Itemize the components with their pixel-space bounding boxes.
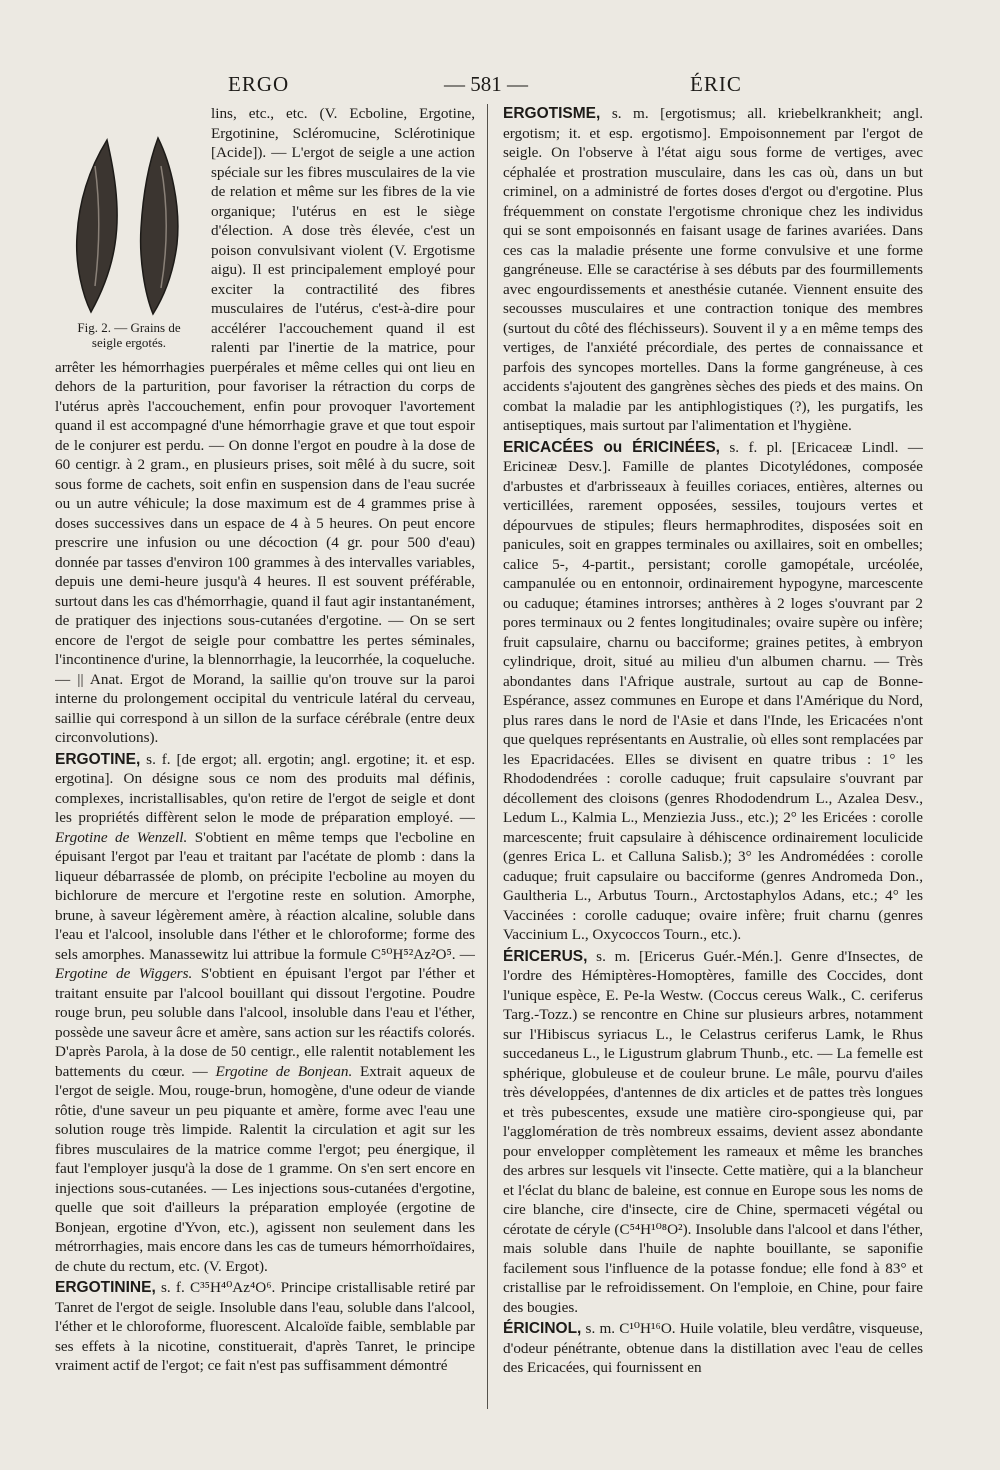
header-right-word: ÉRIC bbox=[690, 72, 742, 96]
entry-ergotisme bbox=[503, 104, 923, 436]
column-divider bbox=[487, 104, 488, 1409]
figure-caption bbox=[55, 320, 203, 350]
ergotine-text-part2: S'obtient en même temps que l'ecboline en épuisant l'ergot par l'eau et traitant par l'acétate de plomb : dans la liqueur débarrassée de plomb, on précipite l'ecboline au moyen du bichlorure de mercure et l'ergotine reste en solution. Amorphe, brune, à saveur légèrement amère, à réaction alcaline, soluble dans l'eau et l'alcool, insoluble dans l'éther et le chloroforme; forme des sels amorphes. Manassewitz lui attribue la formule C⁵⁰H⁵²Az²O⁵. — bbox=[55, 828, 475, 963]
entry-ergotinine bbox=[55, 1278, 475, 1376]
ergot-grain-right bbox=[141, 138, 178, 314]
ergot-entry-continuation: lins, etc., etc. (V. Ecboline, Ergotine, Ergotinine, Scléromucine, Sclérotinique [Acide]). — L'ergot de seigle a une action spéciale sur les fibres musculaires de la vie de relation et même sur les fibres de la vie organique; l'utérus en est le siège d'élection. A dose très élevée, c'est un poison convulsivant violent (V. Ergotisme aigu). Il est principalement employé pour exciter la contractilité des fibres musculaires de l'utérus, c'est-à-dire pour accélérer l'accouchement quand il est ralenti par l'inertie de la matrice, pour arrêter les hémorrhagies puerpérales et même celles qui ont lieu en dehors de la parturition, pour favoriser la rétraction du corps de l'utérus après l'accouchement, enfin pour provoquer l'avortement quand il est accompagné d'une hémorrhagie grave et que tout espoir de le conjurer est perdu. — On donne l'ergot en poudre à la dose de 60 centigr. à 2 gram., en plusieurs prises, soit mêlé à du sucre, soit sous forme de cachets, soit enfin en suspension dans de l'eau sucrée ou un autre véhicule; la dose maximum est de 4 grammes prise à doses successives dans un espace de 4 à 5 heures. On peut encore prescrire une infusion ou une décoction (4 gr. pour 500 d'eau) donnée par tasses d'environ 100 grammes à des intervalles variables, depuis une demi-heure jusqu'à 4 heures. Il est souvent préférable, surtout dans les cas d'hémorrhagie, quand il faut agir instantanément, de pratiquer des injections sous-cutanées d'ergotine. — On se sert encore de l'ergot de seigle pour combattre les pertes séminales, l'incontinence d'urine, la blennorrhagie, la leucorrhée, la coqueluche. — || Anat. Ergot de Morand, la saillie qu'on trouve sur la paroi interne du prolongement occipital du ventricule latéral du cerveau, saillie qui correspond à un sillon de la surface cérébrale (entre deux circonvolutions). bbox=[55, 105, 475, 746]
entry-ericinol bbox=[503, 1319, 923, 1378]
ergotine-text-part1: s. f. [de ergot; all. ergotin; angl. ergotine; it. et esp. ergotina]. On désigne sous ce nom des produits mal définis, complexes, incristallisables, qu'on retire de l'ergot de seigle et dont les propriétés diffèrent selon le mode de préparation employé. — bbox=[55, 750, 475, 826]
ergot-grain-left bbox=[77, 140, 117, 312]
headword-ericacees: ERICACÉES ou ÉRICINÉES, bbox=[503, 438, 720, 456]
running-header bbox=[0, 72, 1000, 102]
page-number: — 581 — bbox=[444, 72, 528, 96]
entry-ericerus bbox=[503, 947, 923, 1318]
left-column bbox=[55, 104, 475, 1404]
ergot-grains-illustration bbox=[55, 136, 203, 316]
ericerus-text: s. m. [Ericerus Guér.-Mén.]. Genre d'Insectes, de l'ordre des Hémiptères-Homoptères, famille des Coccides, dont l'unique espèce, E. Pe-la Westw. (Coccus cereus Walk., C. ceriferus Targ.-Tozz.) se rencontre en Chine sur plusieurs arbres, notamment sur l'Hibiscus syriacus L., le Celastrus ceriferus Lamk, le Rhus succedaneus L., le Ligustrum glabrum Thunb., etc. — La femelle est sphérique, globuleuse et de couleur brune. Le mâle, pourvu d'ailes très développées, d'antennes de dix articles et de pattes très longues et très pubescentes, exsude une matière ciro-spongieuse qui, par l'agglomération de très nombreux essaims, devient assez abondante pour envelopper complètement les rameaux et même les branches des arbres sur lesquels vit l'insecte. Cette matière, qui a la blancheur et l'éclat du blanc de baleine, est connue en Europe sous les noms de cire blanche, cire d'insecte, cire de Chine, spermaceti végétal ou cérotate de céryle (C⁵⁴H¹⁰⁸O²). Insoluble dans l'alcool et dans l'éther, mais soluble dans l'huile de naphte bouillante, se saponifie facilement sous l'influence de la potasse fondue; elle fond à 83° et cristallise par le refroidissement. On l'emploie, en Chine, pour faire des bougies. bbox=[503, 947, 923, 1316]
ergotinine-text: s. f. C³⁵H⁴⁰Az⁴O⁶. Principe cristallisable retiré par Tanret de l'ergot de seigle. Insoluble dans l'eau, soluble dans l'alcool, l'éther et le chloroforme, fluorescent. Alcaloïde faible, semblable par ses effets à la nicotine, constituerait, d'après Tanret, le principe vraiment actif de l'ergot; ce fait n'est pas suffisamment démontré bbox=[55, 1279, 475, 1374]
headword-ericinol: ÉRICINOL, bbox=[503, 1320, 582, 1337]
ericacees-text: s. f. pl. [Ericaceæ Lindl. — Ericineæ Desv.]. Famille de plantes Dicotylédones, composée d'arbustes et d'arbrisseaux à feuilles coriaces, entières, alternes ou verticillées, rarement opposées, sessiles, toujours vertes et dépourvues de stipules; fleurs hermaphrodites, disposées soit en panicules, soit en grappes terminales ou axillaires, soit en ombelles; calice 5-, 4-partit., persistant; corolle gamopétale, urcéolée, campanulée ou en entonnoir, ordinairement hypogyne, marcescente ou caduque; étamines introrses; anthères à 2 loges s'ouvrant par 2 pores terminaux ou 2 fentes longitudinales; ovaire supère ou infère; fruit capsulaire, charnu ou bacciforme; graines petites, à embryon cylindrique, droit, situé au milieu d'un albumen charnu. — Très abondantes dans l'Afrique australe, surtout au cap de Bonne-Espérance, assez communes en Europe et dans l'Amérique du Nord, plus rares dans le nord de l'Asie et dans l'Inde, les Ericacées n'ont que quelques représentants en Australie, où elles sont remplacées par les Epacridacées. Elles se divisent en quatre tribus : 1° les Rhododendrées : corolle caduque; fruit capsulaire s'ouvrant par décollement des cloisons (genres Rhododendrum L., Azalea Desv., Ledum L., Kalmia L., Menziezia Juss., etc.); 2° les Ericées : corolle marcescente; fruit capsulaire à déhiscence ordinairement loculicide (genres Erica L. et Calluna Salisb.); 3° les Andromédées : corolle caduque; fruit capsulaire ou bacciforme (genres Andromeda Don., Gaultheria L., Arbutus Tourn., Arctostaphylos Adans, etc.; 4° les Vaccinées : corolle caduque; ovaire infère; fruit charnu (genres Vaccinium L., Oxycoccos Tourn., etc.). bbox=[503, 438, 923, 943]
ergotine-wenzell-label: Ergotine de Wenzell. bbox=[55, 828, 188, 846]
ergotine-text-part3: S'obtient en épuisant l'ergot par l'éther et traitant ensuite par l'alcool bouillant qui dissout l'ergotine. Poudre rouge brun, peu soluble dans l'alcool, insoluble dans l'eau et l'éther, possède une saveur âcre et amère, sans action sur les réactifs colorés. D'après Parola, à la dose de 50 centigr., elle ralentit notablement les battements du cœur. — bbox=[55, 965, 475, 1080]
entry-ergotine bbox=[55, 750, 475, 1277]
header-left-word: ERGO bbox=[228, 72, 290, 96]
ericinol-text: s. m. C¹⁰H¹⁶O. Huile volatile, bleu verdâtre, visqueuse, d'odeur pénétrante, obtenue dans la distillation avec l'eau de celles des Ericacées, qui fournissent en bbox=[503, 1320, 923, 1376]
ergot-grains-figure bbox=[55, 136, 203, 350]
ergotisme-text: s. m. [ergotismus; all. kriebelkrankheit; angl. ergotism; it. et esp. ergotismo]. Empoisonnement par l'ergot de seigle. On l'observe à l'état aigu sous forme de vertiges, avec céphalée et prostration musculaire, dans les cas où, dans un but criminel, on a administré de fortes doses d'ergot ou d'ergotine. Plus fréquemment on constate l'ergotisme chronique chez les individus qui se sont empoisonnés en faisant usage de farines avariées. Dans ces cas la maladie présente une forme convulsive et une forme gangréneuse. Elle se caractérise à ses débuts par des fourmillements avec engourdissements et anesthésie cutanée. Viennent ensuite des secousses musculaires et une contraction tonique des membres (surtout du côté des fléchisseurs). Souvent il y a en même temps des vertiges, de l'anxiété précordiale, des pertes de connaissance et parfois des syncopes mortelles. Dans la forme gangréneuse, à ces accidents s'ajoutent des gangrènes sèches des pieds et des mains. On combat la maladie par les antiphlogistiques (?), les purgatifs, les antiseptiques, mais surtout par l'alimentation et l'hygiène. bbox=[503, 105, 923, 434]
headword-ericerus: ÉRICERUS, bbox=[503, 947, 588, 965]
right-column bbox=[503, 104, 923, 1404]
headword-ergotisme: ERGOTISME, bbox=[503, 105, 601, 122]
headword-ergotine: ERGOTINE, bbox=[55, 750, 141, 768]
figure-caption-line2: seigle ergotés. bbox=[91, 335, 167, 350]
ergotine-bonjean-label: Ergotine de Bonjean. bbox=[215, 1062, 353, 1080]
headword-ergotinine: ERGOTININE, bbox=[55, 1279, 156, 1296]
entry-ericacees bbox=[503, 438, 923, 945]
ergotine-wiggers-label: Ergotine de Wiggers. bbox=[55, 965, 193, 982]
figure-caption-line1: Fig. 2. — Grains de bbox=[77, 320, 181, 335]
ergotine-text-part4: Extrait aqueux de l'ergot de seigle. Mou, rouge-brun, homogène, d'une odeur de viande rôtie, d'une saveur un peu piquante et amère, forme avec l'eau une solution rouge très limpide. Ralentit la circulation et agit sur les fibres musculaires de la matrice comme l'ergot; peu énergique, il faut l'employer jusqu'à la dose de 1 gramme. On s'en sert encore en injections sous-cutanées. — Les injections sous-cutanées d'ergotine, quelle que soit d'ailleurs la préparation employée (ergotine de Bonjean, ergotine d'Yvon, etc.), agissent non seulement dans les métrorrhagies, mais encore dans les cas de tumeurs hémorrhoïdaires, de chute du rectum, etc. (V. Ergot). bbox=[55, 1062, 475, 1275]
